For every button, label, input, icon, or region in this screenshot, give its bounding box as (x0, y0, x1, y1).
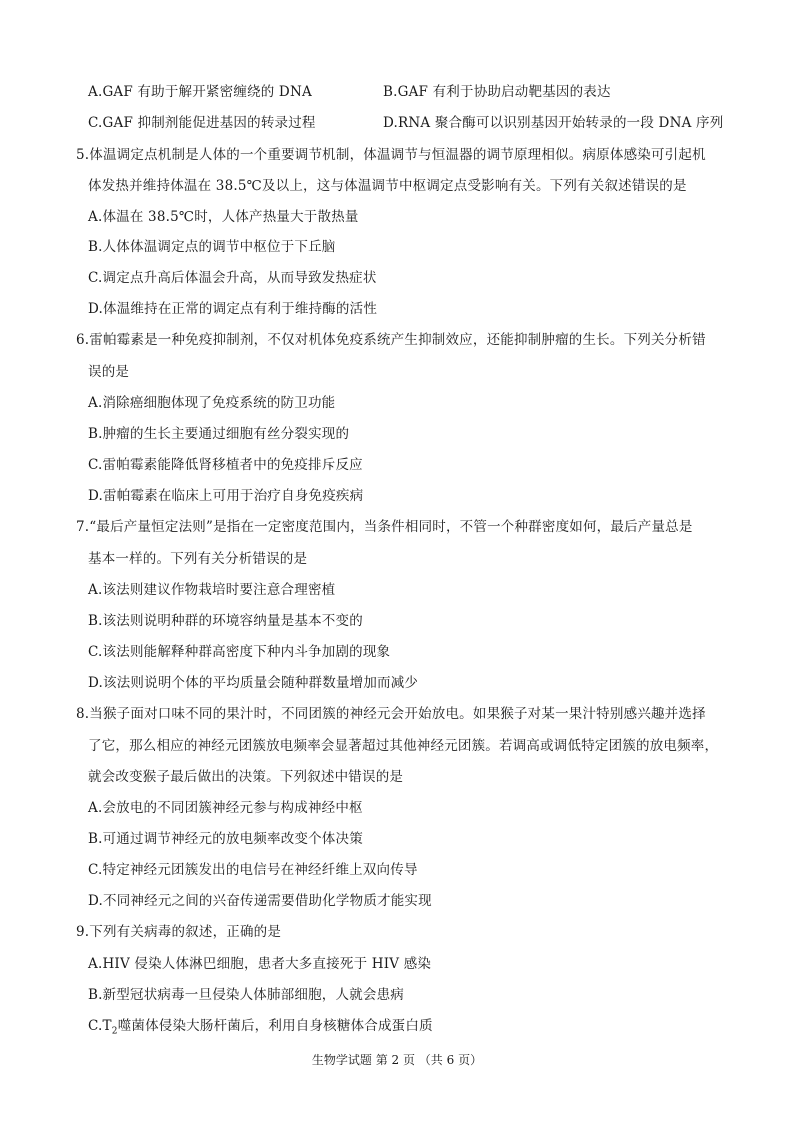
q6-stem-line-2: 误的是 (88, 364, 130, 380)
q9-option-a: A.HIV 侵染人体淋巴细胞，患者大多直接死于 HIV 感染 (88, 956, 432, 972)
q8-option-a: A.会放电的不同团簇神经元参与构成神经中枢 (88, 800, 363, 816)
q7-option-c: C.该法则能解释种群高密度下种内斗争加剧的现象 (88, 644, 391, 660)
q9-option-c-text: 噬菌体侵染大肠杆菌后，利用自身核糖体合成蛋白质 (117, 1018, 433, 1034)
q8-option-b: B.可通过调节神经元的放电频率改变个体决策 (88, 831, 363, 847)
q7-option-a: A.该法则建议作物栽培时要注意合理密植 (88, 582, 336, 598)
q6-stem-line-1: 6.雷帕霉素是一种免疫抑制剂，不仅对机体免疫系统产生抑制效应，还能抑制肿瘤的生长。下列关分析错 (76, 332, 706, 348)
q4-option-b: B.GAF 有利于协助启动靶基因的表达 (383, 84, 611, 100)
q8-option-d: D.不同神经元之间的兴奋传递需要借助化学物质才能实现 (88, 893, 432, 909)
q7-stem-line-1: 7.“最后产量恒定法则”是指在一定密度范围内，当条件相同时，不管一个种群密度如何，最后产量总是 (76, 519, 693, 535)
q9-option-c-subscript: 2 (111, 1026, 118, 1037)
q5-option-b: B.人体体温调定点的调节中枢位于下丘脑 (88, 239, 336, 255)
q6-option-d: D.雷帕霉素在临床上可用于治疗自身免疫疾病 (88, 488, 364, 504)
q6-option-c: C.雷帕霉素能降低肾移植者中的免疫排斥反应 (88, 457, 363, 473)
q9-option-b: B.新型冠状病毒一旦侵染人体肺部细胞，人就会患病 (88, 987, 405, 1003)
q8-option-c: C.特定神经元团簇发出的电信号在神经纤维上双向传导 (88, 862, 418, 878)
q6-option-b: B.肿瘤的生长主要通过细胞有丝分裂实现的 (88, 426, 350, 442)
q4-option-c: C.GAF 抑制剂能促进基因的转录过程 (88, 115, 316, 131)
q9-stem: 9.下列有关病毒的叙述，正确的是 (76, 924, 282, 940)
q7-option-b: B.该法则说明种群的环境容纳量是基本不变的 (88, 613, 363, 629)
q5-stem-line-2: 体发热并维持体温在 38.5℃及以上，这与体温调节中枢调定点受影响有关。下列有关叙述错误的是 (88, 178, 687, 194)
q5-option-c: C.调定点升高后体温会升高，从而导致发热症状 (88, 270, 377, 286)
q9-option-c-prefix: C.T (88, 1018, 112, 1034)
q5-stem-line-1: 5.体温调定点机制是人体的一个重要调节机制，体温调节与恒温器的调节原理相似。病原体感染可引起机 (76, 147, 706, 163)
q4-options-row-1 (0, 82, 794, 102)
q8-stem-line-2: 了它，那么相应的神经元团簇放电频率会显著超过其他神经元团簇。若调高或调低特定团簇的放电频率， (88, 738, 719, 754)
q6-option-a: A.消除癌细胞体现了免疫系统的防卫功能 (88, 395, 336, 411)
q5-option-a: A.体温在 38.5℃时，人体产热量大于散热量 (88, 209, 359, 225)
q8-stem-line-3: 就会改变猴子最后做出的决策。下列叙述中错误的是 (88, 769, 404, 785)
q4-option-a: A.GAF 有助于解开紧密缠绕的 DNA (88, 84, 312, 100)
q5-option-d: D.体温维持在正常的调定点有利于维持酶的活性 (88, 301, 378, 317)
q8-stem-line-1: 8.当猴子面对口味不同的果汁时，不同团簇的神经元会开始放电。如果猴子对某一果汁特别感兴趣并选择 (76, 706, 706, 722)
q4-option-d: D.RNA 聚合酶可以识别基因开始转录的一段 DNA 序列 (383, 115, 724, 131)
q9-option-c (88, 1016, 433, 1042)
q4-options-row-2 (0, 113, 794, 133)
page-footer: 生物学试题 第 2 页 （共 6 页） (311, 1053, 483, 1067)
q7-stem-line-2: 基本一样的。下列有关分析错误的是 (88, 551, 308, 567)
q7-option-d: D.该法则说明个体的平均质量会随种群数量增加而减少 (88, 675, 419, 691)
